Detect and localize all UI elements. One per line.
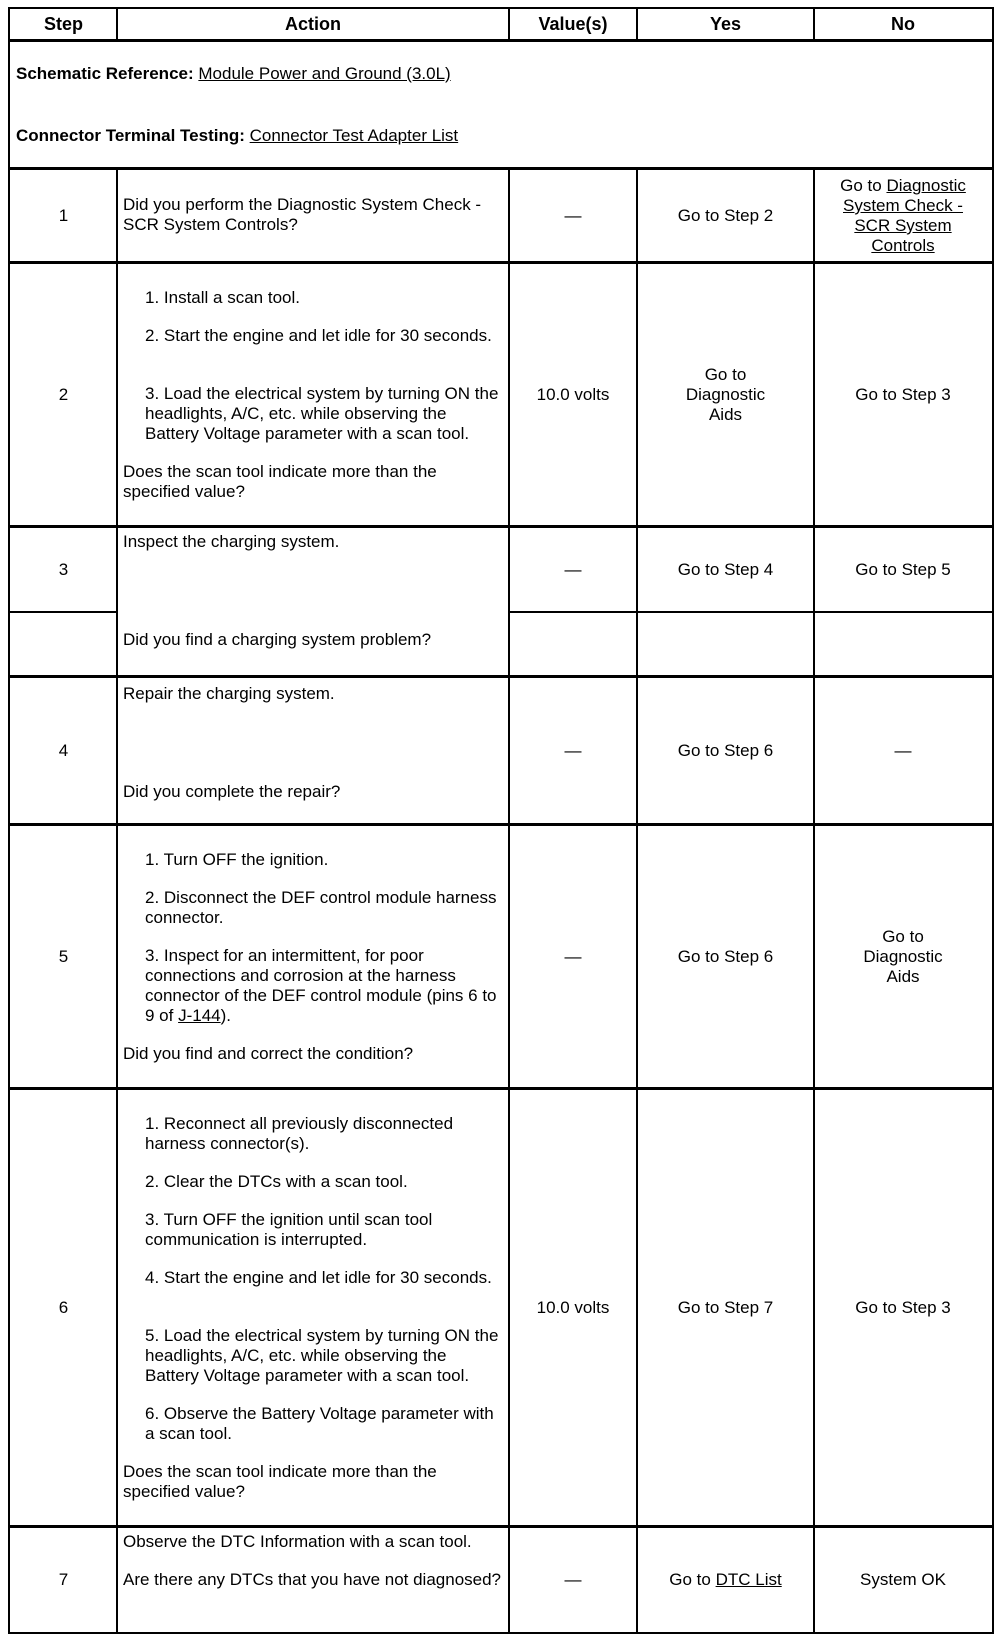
step-6-action — [117, 1090, 509, 1526]
step-5-item-1: 1. Turn OFF the ignition. — [145, 850, 329, 869]
step-5-question: Did you find and correct the condition? — [123, 1044, 414, 1063]
header-values: Value(s) — [538, 14, 608, 34]
step-6-item-6: 6. Observe the Battery Voltage parameter with a scan tool. — [145, 1404, 494, 1443]
step-2-item-1: 1. Install a scan tool. — [145, 288, 300, 307]
rule-col-4 — [813, 167, 815, 1634]
step-7-yes — [637, 1528, 814, 1632]
step-2-yes: Go to Diagnostic Aids — [685, 365, 766, 424]
step-7-yes-prefix: Go to — [669, 1570, 716, 1589]
step-3-action: Inspect the charging system. — [123, 532, 340, 551]
step-2-value: 10.0 volts — [536, 385, 610, 404]
connector-test-adapter-link[interactable]: Connector Test Adapter List — [249, 126, 459, 145]
schematic-reference-link[interactable]: Module Power and Ground (3.0L) — [198, 64, 451, 83]
rule-left — [8, 7, 10, 1634]
rule-top — [8, 7, 994, 9]
step-7-no: System OK — [860, 1570, 946, 1589]
rule-col-3 — [636, 167, 638, 1634]
step-3-no: Go to Step 5 — [855, 560, 951, 579]
step-7-question: Are there any DTCs that you have not diagnosed? — [123, 1570, 502, 1589]
rule-header-bottom — [8, 39, 994, 42]
step-4-question: Did you complete the repair? — [123, 782, 341, 801]
step-6-item-1: 1. Reconnect all previously disconnected harness connector(s). — [145, 1114, 454, 1153]
step-2-number: 2 — [58, 385, 69, 404]
step-5-number: 5 — [58, 947, 69, 966]
step-6-question: Does the scan tool indicate more than the specified value? — [123, 1462, 437, 1501]
step-4-action: Repair the charging system. — [123, 684, 335, 703]
step-2-no: Go to Step 3 — [855, 385, 951, 404]
step-2-question: Does the scan tool indicate more than the specified value? — [123, 462, 437, 501]
rule-row-3-values-split — [508, 611, 994, 613]
rule-col-2-header — [508, 7, 510, 41]
step-1-no — [814, 170, 992, 262]
header-no: No — [891, 14, 915, 34]
schematic-reference-label: Schematic Reference: — [16, 64, 194, 83]
step-3-number: 3 — [58, 560, 69, 579]
step-7-value: — — [564, 1570, 582, 1589]
step-6-no: Go to Step 3 — [855, 1298, 951, 1317]
step-6-item-2: 2. Clear the DTCs with a scan tool. — [145, 1172, 408, 1191]
rule-col-2 — [508, 167, 510, 1634]
step-4-number: 4 — [58, 741, 69, 760]
rule-right — [992, 7, 994, 1634]
step-2-item-2: 2. Start the engine and let idle for 30 seconds. — [145, 326, 492, 345]
step-1-value: — — [564, 206, 582, 225]
rule-row-4-bottom — [8, 823, 994, 826]
step-5-item-3 — [145, 946, 503, 1026]
step-7-number: 7 — [58, 1570, 69, 1589]
step-6-item-4: 4. Start the engine and let idle for 30 seconds. — [145, 1268, 492, 1287]
header-yes: Yes — [709, 14, 742, 34]
schematic-reference — [16, 64, 976, 86]
rule-row-6-bottom — [8, 1525, 994, 1528]
step-6-item-3: 3. Turn OFF the ignition until scan tool communication is interrupted. — [145, 1210, 433, 1249]
step-5-item-3-text: 3. Inspect for an intermittent, for poor connections and corrosion at the harness connector of the DEF control module (pins 6 to 9 of — [145, 946, 497, 1025]
header-step: Step — [43, 14, 83, 34]
rule-row-2-bottom — [8, 525, 994, 528]
step-3-question: Did you find a charging system problem? — [123, 630, 432, 649]
step-4-yes: Go to Step 6 — [677, 741, 774, 760]
step-2-action — [117, 264, 509, 526]
step-5-no: Go to Diagnostic Aids — [863, 927, 943, 986]
rule-col-1 — [116, 167, 118, 1634]
dtc-list-link[interactable]: DTC List — [715, 1570, 782, 1589]
header-action: Action — [285, 14, 341, 34]
j-144-link[interactable]: J-144 — [178, 1006, 221, 1025]
step-1-number: 1 — [58, 206, 69, 225]
step-6-number: 6 — [58, 1298, 69, 1317]
rule-references-bottom — [8, 167, 994, 170]
connector-testing-label: Connector Terminal Testing: — [16, 126, 245, 145]
step-5-yes: Go to Step 6 — [677, 947, 774, 966]
step-5-item-2: 2. Disconnect the DEF control module harness connector. — [145, 888, 497, 927]
diagnostic-system-check-link[interactable]: Diagnostic System Check - SCR System Controls — [843, 176, 966, 255]
step-6-yes: Go to Step 7 — [677, 1298, 774, 1317]
rule-col-3-header — [636, 7, 638, 41]
step-7-action: Observe the DTC Information with a scan tool. — [123, 1532, 472, 1551]
step-6-item-5: 5. Load the electrical system by turning ON the headlights, A/C, etc. while observing the Battery Voltage parameter with a scan tool. — [145, 1326, 499, 1385]
connector-terminal-testing — [16, 126, 976, 148]
step-1-no-prefix: Go to — [840, 176, 887, 195]
step-1-yes: Go to Step 2 — [677, 206, 774, 225]
step-5-value: — — [564, 947, 582, 966]
step-2-item-3: 3. Load the electrical system by turning ON the headlights, A/C, etc. while observing the Battery Voltage parameter with a scan tool. — [145, 384, 499, 443]
step-3-yes: Go to Step 4 — [677, 560, 774, 579]
step-4-no: — — [894, 741, 912, 760]
step-6-value: 10.0 volts — [536, 1298, 610, 1317]
rule-col-4-header — [813, 7, 815, 41]
step-5-action — [117, 826, 509, 1088]
rule-row-3-bottom — [8, 675, 994, 678]
rule-bottom — [8, 1632, 994, 1634]
rule-row-3-step-split — [8, 611, 116, 613]
rule-row-1-bottom — [8, 261, 994, 264]
rule-row-5-bottom — [8, 1087, 994, 1090]
step-3-value: — — [564, 560, 582, 579]
step-1-question: Did you perform the Diagnostic System Check - SCR System Controls? — [123, 195, 482, 234]
rule-col-1-header — [116, 7, 118, 41]
step-5-item-3-end: ). — [220, 1006, 232, 1025]
step-4-value: — — [564, 741, 582, 760]
